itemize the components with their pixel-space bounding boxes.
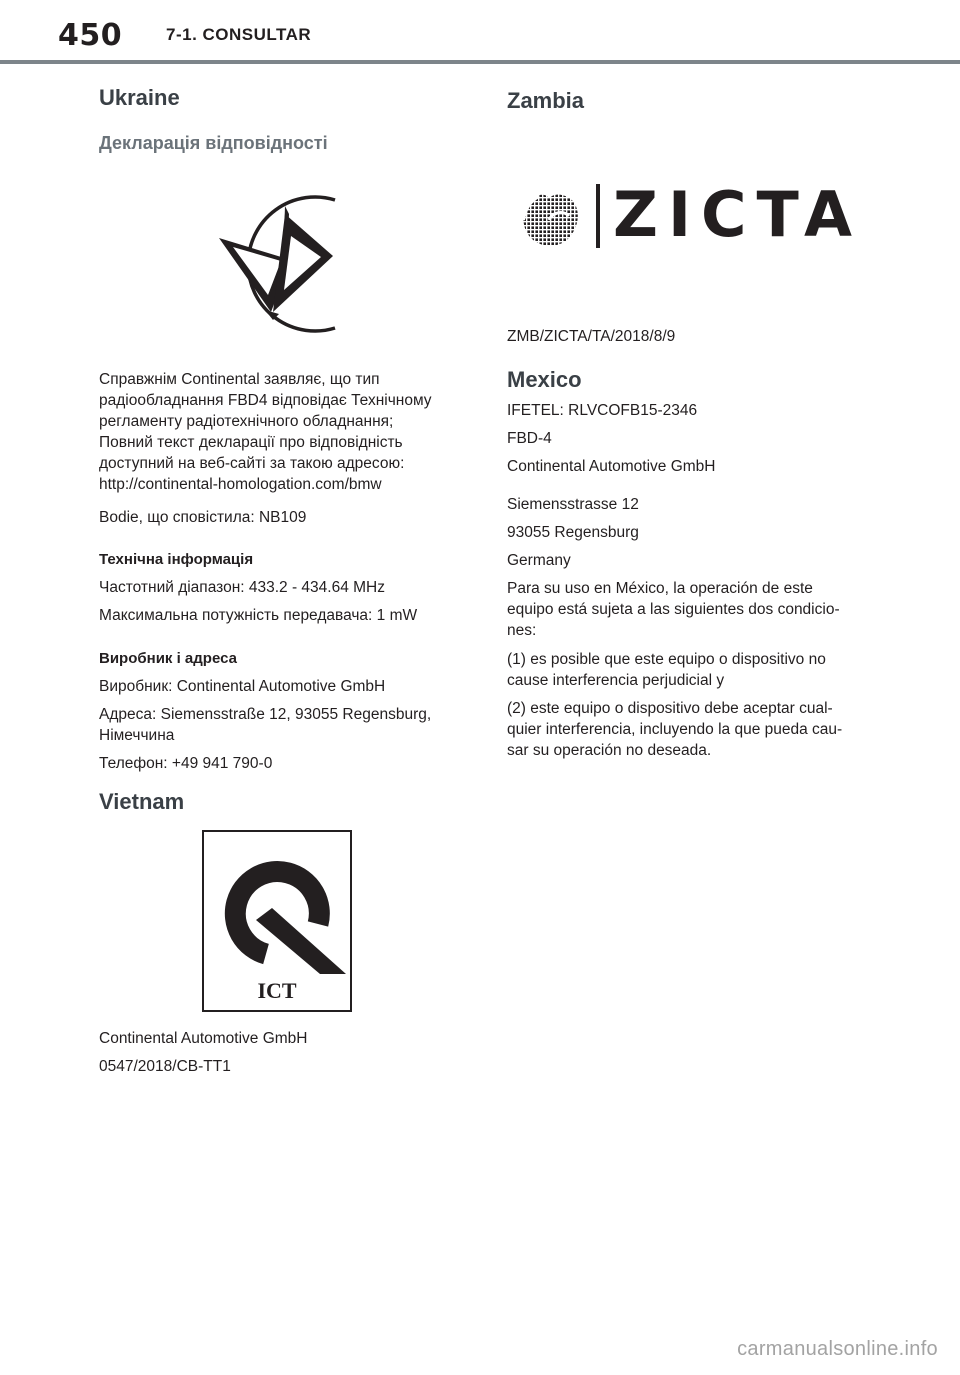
ukraine-subheading: Декларація відповідності — [99, 133, 328, 153]
header-rule — [0, 60, 960, 64]
declaration-line: Справжнім Continental заявляє, що тип — [99, 371, 380, 388]
tech-info-heading: Технічна інформація — [99, 551, 254, 568]
declaration-line: Повний текст декларації про відповідність — [99, 434, 403, 451]
address-line: Адреса: Siemensstraße 12, 93055 Regensburg, — [99, 706, 432, 723]
zambia-heading: Zambia — [507, 88, 585, 113]
address-line: Німеччина — [99, 727, 175, 744]
mexico-company: Continental Automotive GmbH — [507, 458, 716, 475]
frequency-range: Частотний діапазон: 433.2 - 434.64 MHz — [99, 579, 385, 596]
ict-logo-text: ICT — [257, 978, 297, 1003]
homologation-url: http://continental-homologation.com/bmw — [99, 476, 382, 493]
manufacturer-name: Виробник: Continental Automotive GmbH — [99, 678, 386, 695]
paragraph-line: equipo está sujeta a las siguientes dos condicio- — [507, 601, 840, 618]
chapter-title: 7-1. CONSULTAR — [166, 25, 312, 44]
mexico-city: 93055 Regensburg — [507, 524, 639, 541]
paragraph-line: (1) es posible que este equipo o dispositivo no — [507, 651, 826, 668]
zicta-divider — [596, 184, 600, 248]
vietnam-ict-logo — [202, 830, 352, 1012]
zicta-globe-icon — [519, 190, 581, 248]
paragraph-line: nes: — [507, 622, 537, 639]
paragraph-line: (2) este equipo o dispositivo debe aceptar cual- — [507, 700, 833, 717]
paragraph-line: sar su operación no deseada. — [507, 742, 712, 759]
declaration-line: регламенту радіотехнічного обладнання; — [99, 413, 394, 430]
mexico-usage-paragraph — [507, 578, 840, 641]
mexico-heading: Mexico — [507, 367, 582, 392]
declaration-line: радіообладнання FBD4 відповідає Технічному — [99, 392, 432, 409]
mexico-country: Germany — [507, 552, 571, 569]
ukraine-declaration-body — [99, 369, 432, 495]
page-number: 450 — [58, 18, 123, 53]
ukraine-heading: Ukraine — [99, 85, 180, 110]
zicta-wordmark: ZICTA — [613, 178, 862, 251]
vietnam-heading: Vietnam — [99, 789, 185, 814]
notified-body: Bodie, що сповістила: NB109 — [99, 509, 307, 526]
vietnam-company: Continental Automotive GmbH — [99, 1030, 308, 1047]
declaration-line: доступний на веб-сайті за такою адресою: — [99, 455, 405, 472]
zambia-certificate: ZMB/ZICTA/TA/2018/8/9 — [507, 328, 676, 345]
watermark-text: carmanualsonline.info — [737, 1338, 938, 1360]
ukraine-conformity-mark-icon — [199, 186, 339, 346]
ict-mark-icon — [204, 832, 350, 1010]
manufacturer-phone: Телефон: +49 941 790-0 — [99, 755, 273, 772]
mexico-model: FBD-4 — [507, 430, 552, 447]
transmitter-power: Максимальна потужність передавача: 1 mW — [99, 607, 418, 624]
paragraph-line: quier interferencia, incluyendo la que pueda cau- — [507, 721, 843, 738]
mexico-ifetel: IFETEL: RLVCOFB15-2346 — [507, 402, 698, 419]
paragraph-line: Para su uso en México, la operación de este — [507, 580, 813, 597]
manufacturer-heading: Виробник і адреса — [99, 650, 237, 667]
paragraph-line: cause interferencia perjudicial y — [507, 672, 725, 689]
mexico-condition-1 — [507, 649, 826, 691]
zicta-logo — [519, 178, 862, 254]
vietnam-certificate: 0547/2018/CB-TT1 — [99, 1058, 231, 1075]
manufacturer-address — [99, 704, 431, 746]
mexico-street: Siemensstrasse 12 — [507, 496, 639, 513]
page-header — [0, 0, 960, 66]
mexico-condition-2 — [507, 698, 842, 761]
